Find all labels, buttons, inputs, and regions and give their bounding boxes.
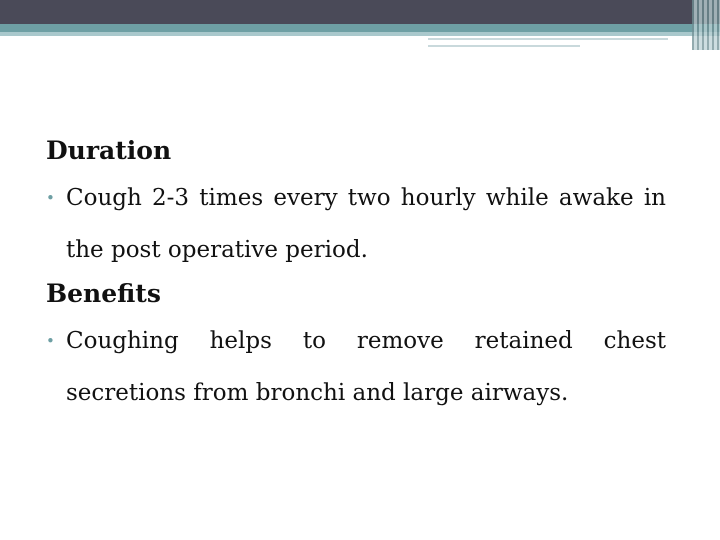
decorative-line — [428, 45, 580, 47]
heading-benefits: Benefits — [46, 279, 161, 308]
top-accent-light-stripe — [0, 32, 720, 36]
heading-duration: Duration — [46, 136, 172, 165]
bullet-benefits — [46, 315, 666, 419]
bullet-text: Coughing helps to remove retained chest secretions from bronchi and large airways. — [66, 328, 666, 406]
slide-body — [46, 132, 666, 419]
corner-stripes — [692, 0, 720, 50]
bullet-icon: • — [46, 332, 55, 350]
bullet-icon: • — [46, 189, 55, 207]
top-banner — [0, 0, 720, 24]
bullet-duration — [46, 172, 666, 276]
bullet-text: Cough 2-3 times every two hourly while awake in the post operative period. — [66, 185, 666, 263]
decorative-line — [428, 38, 668, 40]
